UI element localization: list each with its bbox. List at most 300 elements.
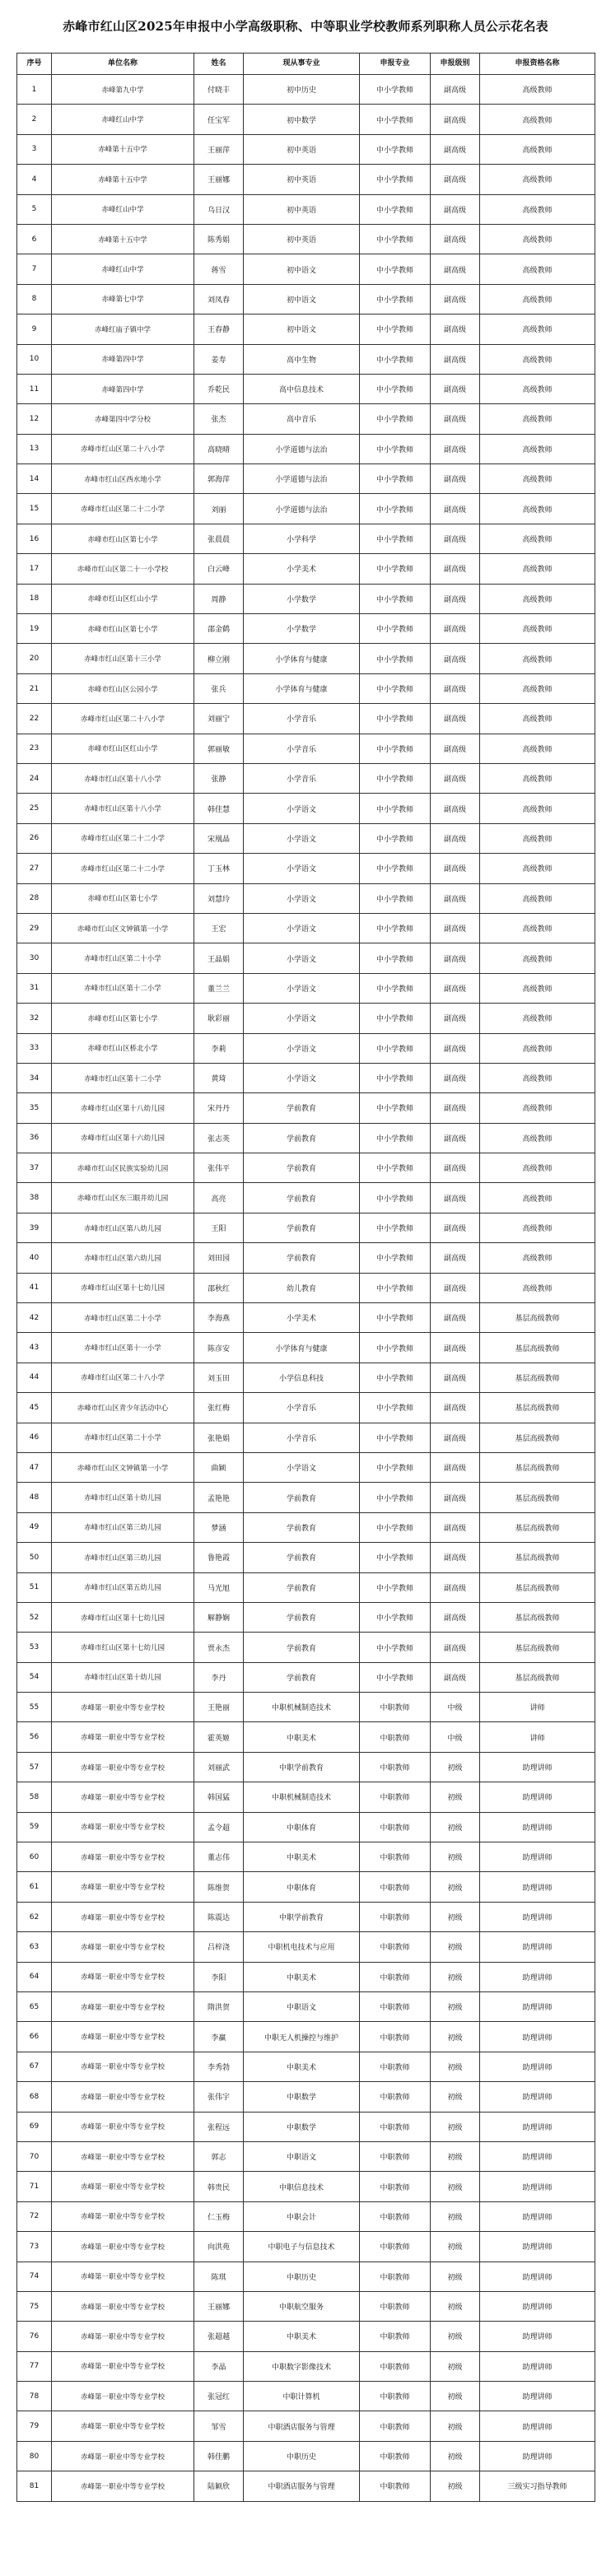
cell-current-specialty: 小学科学: [244, 524, 360, 553]
cell-qualification: 高级教师: [480, 1153, 595, 1183]
cell-organization: 赤峰市红山区第二十二小学: [52, 854, 194, 883]
cell-organization: 赤峰第七中学: [52, 284, 194, 314]
cell-qualification: 助理讲师: [480, 1782, 595, 1812]
cell-current-specialty: 中职语文: [244, 1992, 360, 2022]
cell-index: 50: [17, 1543, 52, 1572]
cell-current-specialty: 小学道德与法治: [244, 494, 360, 524]
cell-applied-specialty: 中职教师: [360, 2052, 431, 2081]
cell-organization: 赤峰第一职业中等专业学校: [52, 2022, 194, 2052]
cell-applied-specialty: 中小学教师: [360, 374, 431, 403]
cell-index: 36: [17, 1123, 52, 1153]
cell-index: 22: [17, 704, 52, 734]
table-row: [17, 434, 595, 463]
cell-qualification: 助理讲师: [480, 2232, 595, 2262]
cell-organization: 赤峰第一职业中等专业学校: [52, 1992, 194, 2022]
table-row: [17, 2082, 595, 2112]
cell-index: 51: [17, 1572, 52, 1602]
table-row: [17, 2052, 595, 2081]
cell-qualification: 高级教师: [480, 883, 595, 913]
cell-name: 刘田园: [194, 1243, 244, 1273]
cell-organization: 赤峰市红山区第十三小学: [52, 644, 194, 673]
cell-name: 张艳娟: [194, 1423, 244, 1452]
cell-applied-level: 副高级: [431, 284, 480, 314]
table-row: [17, 1452, 595, 1482]
cell-name: 王丽娜: [194, 2291, 244, 2321]
table-row: [17, 1872, 595, 1902]
cell-applied-level: 副高级: [431, 1033, 480, 1063]
cell-applied-level: 副高级: [431, 1063, 480, 1092]
cell-applied-level: 副高级: [431, 854, 480, 883]
cell-name: 耿彩丽: [194, 1004, 244, 1033]
cell-applied-specialty: 中小学教师: [360, 1363, 431, 1392]
cell-applied-level: 副高级: [431, 1512, 480, 1542]
cell-current-specialty: 小学音乐: [244, 704, 360, 734]
table-row: [17, 1153, 595, 1183]
cell-qualification: 助理讲师: [480, 2262, 595, 2291]
cell-qualification: 高级教师: [480, 644, 595, 673]
cell-index: 16: [17, 524, 52, 553]
cell-organization: 赤峰第一职业中等专业学校: [52, 2411, 194, 2441]
table-row: [17, 165, 595, 194]
cell-index: 66: [17, 2022, 52, 2052]
cell-index: 14: [17, 464, 52, 494]
cell-applied-level: 副高级: [431, 494, 480, 524]
cell-applied-level: 初级: [431, 1962, 480, 1991]
table-row: [17, 344, 595, 374]
cell-index: 38: [17, 1183, 52, 1213]
cell-index: 45: [17, 1393, 52, 1423]
cell-organization: 赤峰市红山区红山小学: [52, 584, 194, 613]
cell-applied-specialty: 中小学教师: [360, 973, 431, 1003]
cell-qualification: 基层高级教师: [480, 1662, 595, 1692]
cell-applied-level: 副高级: [431, 75, 480, 105]
cell-current-specialty: 小学语文: [244, 1063, 360, 1092]
cell-qualification: 高级教师: [480, 673, 595, 703]
table-row: [17, 1483, 595, 1512]
table-row: [17, 2112, 595, 2141]
table-row: [17, 314, 595, 344]
cell-qualification: 高级教师: [480, 1004, 595, 1033]
cell-applied-level: 副高级: [431, 943, 480, 973]
cell-current-specialty: 学前教育: [244, 1602, 360, 1632]
cell-name: 郭海萍: [194, 464, 244, 494]
cell-current-specialty: 高中信息技术: [244, 374, 360, 403]
cell-name: 邹雪: [194, 2411, 244, 2441]
cell-name: 陈维贺: [194, 1872, 244, 1902]
table-row: [17, 1693, 595, 1722]
cell-name: 张伟平: [194, 1153, 244, 1183]
cell-current-specialty: 中职机械制造技术: [244, 1693, 360, 1722]
cell-applied-level: 初级: [431, 2201, 480, 2231]
cell-applied-specialty: 中小学教师: [360, 165, 431, 194]
cell-current-specialty: 小学数学: [244, 584, 360, 613]
cell-current-specialty: 学前教育: [244, 1153, 360, 1183]
cell-organization: 赤峰市红山区第十八幼儿园: [52, 1093, 194, 1123]
cell-applied-specialty: 中小学教师: [360, 854, 431, 883]
cell-organization: 赤峰第十五中学: [52, 134, 194, 164]
cell-index: 27: [17, 854, 52, 883]
cell-current-specialty: 中职历史: [244, 2262, 360, 2291]
table-row: [17, 524, 595, 553]
cell-applied-specialty: 中小学教师: [360, 194, 431, 224]
cell-current-specialty: 中职美术: [244, 1842, 360, 1872]
cell-applied-level: 副高级: [431, 254, 480, 284]
table-row: [17, 704, 595, 734]
cell-organization: 赤峰市红山区东三眼井幼儿园: [52, 1183, 194, 1213]
cell-qualification: 高级教师: [480, 344, 595, 374]
cell-current-specialty: 中职数字影像技术: [244, 2351, 360, 2381]
cell-organization: 赤峰第一职业中等专业学校: [52, 2382, 194, 2411]
cell-current-specialty: 小学体育与健康: [244, 644, 360, 673]
cell-applied-specialty: 中小学教师: [360, 1004, 431, 1033]
cell-current-specialty: 学前教育: [244, 1662, 360, 1692]
cell-organization: 赤峰第四中学分校: [52, 404, 194, 434]
cell-qualification: 高级教师: [480, 165, 595, 194]
cell-qualification: 高级教师: [480, 734, 595, 763]
cell-name: 解静娴: [194, 1602, 244, 1632]
cell-applied-specialty: 中小学教师: [360, 1543, 431, 1572]
cell-name: 张静: [194, 763, 244, 793]
cell-organization: 赤峰第一职业中等专业学校: [52, 2052, 194, 2081]
header-applied-level: 申报级别: [431, 54, 480, 75]
cell-index: 70: [17, 2141, 52, 2171]
cell-current-specialty: 中职机电技术与应用: [244, 1932, 360, 1962]
cell-qualification: 助理讲师: [480, 2291, 595, 2321]
cell-applied-level: 副高级: [431, 1153, 480, 1183]
cell-name: 韩佳慧: [194, 794, 244, 823]
cell-applied-level: 副高级: [431, 194, 480, 224]
cell-current-specialty: 小学音乐: [244, 763, 360, 793]
cell-index: 69: [17, 2112, 52, 2141]
table-row: [17, 1543, 595, 1572]
cell-qualification: 高级教师: [480, 1033, 595, 1063]
cell-qualification: 基层高级教师: [480, 1423, 595, 1452]
cell-index: 26: [17, 823, 52, 853]
cell-organization: 赤峰市红山区第二十八小学: [52, 704, 194, 734]
cell-qualification: 高级教师: [480, 823, 595, 853]
cell-qualification: 高级教师: [480, 404, 595, 434]
table-row: [17, 734, 595, 763]
cell-index: 40: [17, 1243, 52, 1273]
cell-applied-specialty: 中小学教师: [360, 464, 431, 494]
cell-name: 王艳丽: [194, 1693, 244, 1722]
cell-index: 68: [17, 2082, 52, 2112]
cell-organization: 赤峰第一职业中等专业学校: [52, 1752, 194, 1782]
cell-applied-level: 副高级: [431, 763, 480, 793]
cell-current-specialty: 中职酒店服务与管理: [244, 2471, 360, 2501]
cell-applied-specialty: 中小学教师: [360, 1123, 431, 1153]
cell-qualification: 基层高级教师: [480, 1572, 595, 1602]
cell-applied-specialty: 中小学教师: [360, 1183, 431, 1213]
cell-current-specialty: 学前教育: [244, 1123, 360, 1153]
cell-organization: 赤峰市红山区第八幼儿园: [52, 1213, 194, 1242]
cell-applied-level: 副高级: [431, 434, 480, 463]
cell-qualification: 基层高级教师: [480, 1512, 595, 1542]
cell-applied-level: 副高级: [431, 734, 480, 763]
cell-applied-level: 副高级: [431, 1213, 480, 1242]
cell-applied-specialty: 中职教师: [360, 2112, 431, 2141]
cell-organization: 赤峰第一职业中等专业学校: [52, 1722, 194, 1752]
cell-applied-specialty: 中小学教师: [360, 614, 431, 644]
cell-applied-specialty: 中职教师: [360, 1752, 431, 1782]
cell-organization: 赤峰第一职业中等专业学校: [52, 1902, 194, 1931]
cell-name: 张程远: [194, 2112, 244, 2141]
cell-applied-level: 副高级: [431, 1543, 480, 1572]
cell-qualification: 高级教师: [480, 1183, 595, 1213]
cell-index: 3: [17, 134, 52, 164]
cell-applied-specialty: 中职教师: [360, 2141, 431, 2171]
cell-qualification: 高级教师: [480, 973, 595, 1003]
cell-index: 67: [17, 2052, 52, 2081]
cell-qualification: 助理讲师: [480, 2082, 595, 2112]
cell-applied-level: 副高级: [431, 1333, 480, 1363]
cell-qualification: 高级教师: [480, 374, 595, 403]
cell-applied-specialty: 中职教师: [360, 1812, 431, 1842]
cell-applied-specialty: 中职教师: [360, 1902, 431, 1931]
cell-qualification: 高级教师: [480, 254, 595, 284]
cell-current-specialty: 初中语文: [244, 284, 360, 314]
cell-current-specialty: 中职美术: [244, 1962, 360, 1991]
cell-current-specialty: 小学语文: [244, 1452, 360, 1482]
cell-qualification: 高级教师: [480, 1273, 595, 1302]
cell-name: 李赢: [194, 2022, 244, 2052]
cell-current-specialty: 中职体育: [244, 1812, 360, 1842]
cell-current-specialty: 小学音乐: [244, 1393, 360, 1423]
cell-applied-specialty: 中小学教师: [360, 494, 431, 524]
cell-index: 23: [17, 734, 52, 763]
cell-organization: 赤峰市红山区第十八小学: [52, 794, 194, 823]
cell-current-specialty: 小学信息科技: [244, 1363, 360, 1392]
cell-organization: 赤峰市红山区第五幼儿园: [52, 1572, 194, 1602]
cell-current-specialty: 学前教育: [244, 1572, 360, 1602]
table-row: [17, 1004, 595, 1033]
cell-organization: 赤峰市红山区第七小学: [52, 883, 194, 913]
cell-index: 37: [17, 1153, 52, 1183]
cell-index: 44: [17, 1363, 52, 1392]
cell-qualification: 基层高级教师: [480, 1363, 595, 1392]
cell-qualification: 高级教师: [480, 1123, 595, 1153]
cell-current-specialty: 初中历史: [244, 75, 360, 105]
header-index: 序号: [17, 54, 52, 75]
cell-qualification: 助理讲师: [480, 1902, 595, 1931]
cell-index: 73: [17, 2232, 52, 2262]
cell-index: 46: [17, 1423, 52, 1452]
cell-current-specialty: 中职数学: [244, 2082, 360, 2112]
table-row: [17, 1512, 595, 1542]
cell-index: 20: [17, 644, 52, 673]
cell-organization: 赤峰市红山区第十七幼儿园: [52, 1633, 194, 1662]
cell-name: 李阳: [194, 1962, 244, 1991]
cell-name: 刘丽宁: [194, 704, 244, 734]
cell-organization: 赤峰市红山区第三幼儿园: [52, 1543, 194, 1572]
cell-name: 刘凤春: [194, 284, 244, 314]
cell-organization: 赤峰第一职业中等专业学校: [52, 2172, 194, 2201]
cell-index: 10: [17, 344, 52, 374]
table-row: [17, 1662, 595, 1692]
cell-qualification: 助理讲师: [480, 2172, 595, 2201]
cell-current-specialty: 初中英语: [244, 165, 360, 194]
cell-qualification: 高级教师: [480, 224, 595, 254]
cell-applied-specialty: 中职教师: [360, 2351, 431, 2381]
cell-applied-specialty: 中职教师: [360, 2172, 431, 2201]
table-row: [17, 75, 595, 105]
cell-name: 贾永杰: [194, 1633, 244, 1662]
cell-applied-specialty: 中小学教师: [360, 704, 431, 734]
table-row: [17, 1393, 595, 1423]
cell-index: 17: [17, 554, 52, 584]
cell-name: 郭丽敏: [194, 734, 244, 763]
cell-index: 80: [17, 2441, 52, 2471]
table-row: [17, 644, 595, 673]
cell-qualification: 助理讲师: [480, 2141, 595, 2171]
cell-index: 74: [17, 2262, 52, 2291]
cell-current-specialty: 中职航空服务: [244, 2291, 360, 2321]
cell-applied-specialty: 中小学教师: [360, 314, 431, 344]
cell-qualification: 助理讲师: [480, 1992, 595, 2022]
cell-organization: 赤峰市红山区第三幼儿园: [52, 1512, 194, 1542]
cell-index: 59: [17, 1812, 52, 1842]
cell-applied-level: 初级: [431, 2022, 480, 2052]
table-row: [17, 2471, 595, 2501]
cell-index: 34: [17, 1063, 52, 1092]
cell-applied-level: 副高级: [431, 1004, 480, 1033]
table-row: [17, 1842, 595, 1872]
cell-applied-specialty: 中职教师: [360, 2411, 431, 2441]
cell-applied-specialty: 中小学教师: [360, 794, 431, 823]
cell-name: 霍英姬: [194, 1722, 244, 1752]
cell-applied-level: 副高级: [431, 1662, 480, 1692]
cell-index: 9: [17, 314, 52, 344]
cell-index: 62: [17, 1902, 52, 1931]
cell-current-specialty: 中职体育: [244, 1872, 360, 1902]
cell-index: 53: [17, 1633, 52, 1662]
cell-applied-specialty: 中小学教师: [360, 254, 431, 284]
cell-organization: 赤峰市红山区第十二小学: [52, 973, 194, 1003]
cell-qualification: 高级教师: [480, 943, 595, 973]
cell-name: 曲颖: [194, 1452, 244, 1482]
cell-qualification: 基层高级教师: [480, 1393, 595, 1423]
cell-qualification: 高级教师: [480, 1243, 595, 1273]
cell-current-specialty: 学前教育: [244, 1183, 360, 1213]
cell-organization: 赤峰市红山区红山小学: [52, 734, 194, 763]
cell-applied-specialty: 中小学教师: [360, 823, 431, 853]
cell-name: 向洪苑: [194, 2232, 244, 2262]
cell-applied-level: 初级: [431, 2232, 480, 2262]
cell-applied-specialty: 中职教师: [360, 2262, 431, 2291]
table-row: [17, 1572, 595, 1602]
cell-index: 57: [17, 1752, 52, 1782]
table-row: [17, 1902, 595, 1931]
cell-name: 董兰兰: [194, 973, 244, 1003]
cell-organization: 赤峰市红山区第二十小学: [52, 943, 194, 973]
cell-organization: 赤峰第一职业中等专业学校: [52, 1782, 194, 1812]
cell-index: 49: [17, 1512, 52, 1542]
cell-qualification: 基层高级教师: [480, 1633, 595, 1662]
cell-name: 白云峰: [194, 554, 244, 584]
cell-current-specialty: 中职美术: [244, 2052, 360, 2081]
cell-applied-level: 初级: [431, 2382, 480, 2411]
cell-current-specialty: 中职学前教育: [244, 1902, 360, 1931]
cell-index: 12: [17, 404, 52, 434]
cell-name: 陈琪: [194, 2262, 244, 2291]
cell-applied-specialty: 中小学教师: [360, 734, 431, 763]
cell-applied-level: 副高级: [431, 404, 480, 434]
cell-name: 张冠红: [194, 2382, 244, 2411]
cell-index: 42: [17, 1303, 52, 1333]
cell-current-specialty: 小学数学: [244, 614, 360, 644]
cell-index: 28: [17, 883, 52, 913]
cell-current-specialty: 中职数学: [244, 2112, 360, 2141]
cell-applied-level: 副高级: [431, 1183, 480, 1213]
cell-applied-level: 初级: [431, 1752, 480, 1782]
cell-qualification: 高级教师: [480, 854, 595, 883]
cell-current-specialty: 学前教育: [244, 1213, 360, 1242]
cell-qualification: 基层高级教师: [480, 1333, 595, 1363]
cell-applied-level: 中级: [431, 1693, 480, 1722]
cell-organization: 赤峰市红山区第十八小学: [52, 763, 194, 793]
table-row: [17, 2141, 595, 2171]
cell-organization: 赤峰市红山区第十二小学: [52, 1063, 194, 1092]
cell-name: 姜寿: [194, 344, 244, 374]
cell-name: 李晶: [194, 2351, 244, 2381]
cell-applied-level: 副高级: [431, 464, 480, 494]
cell-applied-level: 初级: [431, 2141, 480, 2171]
cell-applied-level: 副高级: [431, 165, 480, 194]
table-header: [17, 54, 595, 75]
table-row: [17, 1752, 595, 1782]
cell-name: 李秀勃: [194, 2052, 244, 2081]
table-row: [17, 2291, 595, 2321]
cell-index: 8: [17, 284, 52, 314]
cell-qualification: 助理讲师: [480, 1812, 595, 1842]
cell-organization: 赤峰第四中学: [52, 344, 194, 374]
cell-name: 王晶娟: [194, 943, 244, 973]
cell-name: 陈秀娟: [194, 224, 244, 254]
table-row: [17, 2022, 595, 2052]
cell-organization: 赤峰市红山区民族实验幼儿园: [52, 1153, 194, 1183]
cell-qualification: 助理讲师: [480, 2112, 595, 2141]
table-row: [17, 2172, 595, 2201]
cell-applied-specialty: 中小学教师: [360, 1662, 431, 1692]
cell-current-specialty: 中职酒店服务与管理: [244, 2411, 360, 2441]
cell-name: 陈震达: [194, 1902, 244, 1931]
table-row: [17, 913, 595, 943]
cell-applied-specialty: 中职教师: [360, 2082, 431, 2112]
table-row: [17, 1063, 595, 1092]
cell-name: 乌日汉: [194, 194, 244, 224]
cell-current-specialty: 小学美术: [244, 1303, 360, 1333]
table-row: [17, 763, 595, 793]
cell-applied-level: 初级: [431, 1812, 480, 1842]
header-qualification: 申报资格名称: [480, 54, 595, 75]
cell-applied-specialty: 中小学教师: [360, 1483, 431, 1512]
cell-organization: 赤峰市红山区青少年活动中心: [52, 1393, 194, 1423]
cell-qualification: 助理讲师: [480, 2441, 595, 2471]
cell-organization: 赤峰市红山区文钟镇第一小学: [52, 1452, 194, 1482]
cell-index: 77: [17, 2351, 52, 2381]
table-row: [17, 1992, 595, 2022]
table-row: [17, 1123, 595, 1153]
cell-organization: 赤峰第一职业中等专业学校: [52, 2471, 194, 2501]
cell-name: 李丹: [194, 1662, 244, 1692]
cell-applied-specialty: 中小学教师: [360, 1273, 431, 1302]
cell-current-specialty: 学前教育: [244, 1543, 360, 1572]
cell-organization: 赤峰市红山区公园小学: [52, 673, 194, 703]
table-row: [17, 1273, 595, 1302]
cell-name: 蒋雪: [194, 254, 244, 284]
cell-applied-specialty: 中小学教师: [360, 1633, 431, 1662]
header-row: [17, 54, 595, 75]
